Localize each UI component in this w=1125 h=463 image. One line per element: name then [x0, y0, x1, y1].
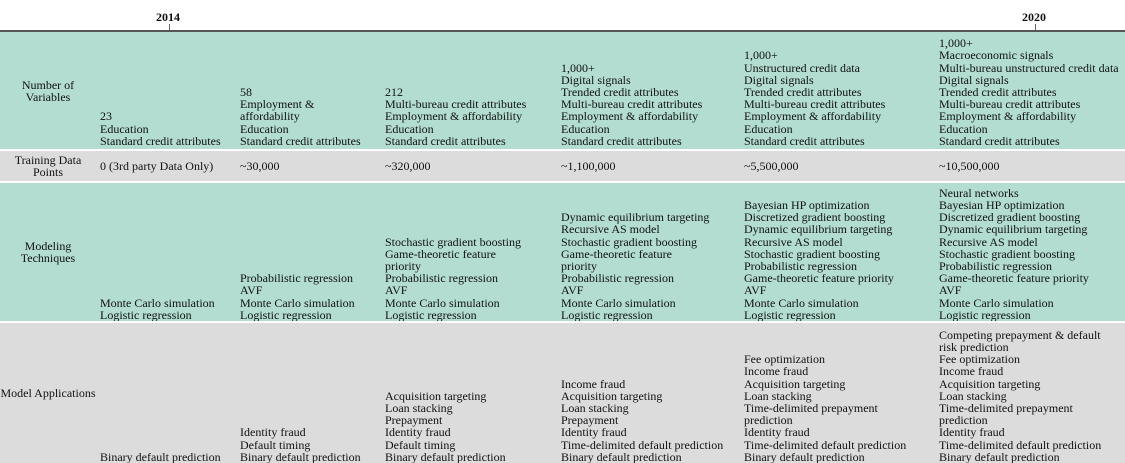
- training-cell: ~10,500,000: [939, 158, 1000, 173]
- cell-line: Education: [240, 121, 289, 136]
- cell-line: Monte Carlo simulation: [100, 295, 215, 310]
- training-cell: ~30,000: [240, 158, 280, 173]
- cell-line: 23: [100, 109, 112, 124]
- cell-line: Multi-bureau credit attributes: [385, 97, 527, 112]
- techniques-cell: [561, 183, 741, 321]
- row-label-variables: Number of Variables: [21, 77, 75, 104]
- cell-line: Acquisition targeting: [561, 388, 663, 403]
- cell-line: Recursive AS model: [561, 222, 660, 237]
- training-cell: ~1,100,000: [561, 158, 616, 173]
- cell-line: Stochastic gradient boosting: [561, 234, 697, 249]
- cell-line: Multi-bureau credit attributes: [561, 97, 703, 112]
- cell-line: Bayesian HP optimization: [744, 197, 870, 212]
- cell-line: Probabilistic regression: [385, 271, 498, 286]
- cell-line: Identity fraud: [240, 425, 306, 440]
- cell-line: Identity fraud: [744, 425, 810, 440]
- cell-line: 212: [385, 84, 403, 99]
- cell-line: Monte Carlo simulation: [561, 295, 676, 310]
- cell-line: Loan stacking: [561, 400, 629, 415]
- applications-cell: [385, 323, 559, 463]
- training-cell: ~5,500,000: [744, 158, 799, 173]
- cell-line: 1,000+: [939, 36, 973, 51]
- cell-line: Time-delimited default prediction: [561, 437, 724, 452]
- cell-line: 1,000+: [561, 60, 595, 75]
- cell-line: Probabilistic regression: [240, 271, 353, 286]
- cell-line: Standard credit attributes: [939, 133, 1060, 147]
- applications-cell: [240, 323, 382, 463]
- cell-line: Standard credit attributes: [240, 133, 361, 147]
- cell-line: Bayesian HP optimization: [939, 197, 1065, 212]
- cell-line: Stochastic gradient boosting: [744, 246, 880, 261]
- cell-line: Discretized gradient boosting: [939, 210, 1081, 225]
- cell-line: Employment & affordability: [561, 109, 699, 124]
- cell-line: 1,000+: [744, 48, 778, 63]
- applications-cell: [744, 323, 936, 463]
- cell-line: Stochastic gradient boosting: [939, 246, 1075, 261]
- cell-line: Unstructured credit data: [744, 60, 860, 75]
- cell-line: Monte Carlo simulation: [744, 295, 859, 310]
- cell-line: Acquisition targeting: [744, 376, 846, 391]
- cell-line: Income fraud: [939, 364, 1004, 379]
- cell-line: Probabilistic regression: [561, 271, 674, 286]
- cell-line: Binary default prediction: [939, 449, 1060, 463]
- applications-cell: [561, 323, 741, 463]
- cell-line: Identity fraud: [561, 425, 627, 440]
- cell-line: Acquisition targeting: [939, 376, 1041, 391]
- cell-line: Discretized gradient boosting: [744, 210, 886, 225]
- cell-line: Time-delimited prepayment: [744, 400, 878, 415]
- cell-line: Dynamic equilibrium targeting: [939, 222, 1088, 237]
- cell-line: Dynamic equilibrium targeting: [744, 222, 893, 237]
- variables-cell: [240, 32, 382, 147]
- cell-line: AVF: [939, 283, 962, 298]
- applications-cell: [100, 323, 238, 463]
- cell-line: Employment & affordability: [385, 109, 523, 124]
- cell-line: Multi-bureau credit attributes: [939, 97, 1081, 112]
- end-year-label: 2020: [1022, 10, 1046, 24]
- cell-line: Default timing: [385, 437, 456, 452]
- variables-cell: [561, 32, 741, 147]
- cell-line: Digital signals: [561, 72, 631, 87]
- cell-line: Standard credit attributes: [385, 133, 506, 147]
- techniques-cell: [240, 183, 382, 321]
- row-label-applications: Model Applications: [0, 386, 96, 400]
- cell-line: Identity fraud: [939, 425, 1005, 440]
- cell-line: Competing prepayment & default: [939, 327, 1101, 342]
- training-cell: ~320,000: [385, 158, 431, 173]
- cell-line: Binary default prediction: [744, 449, 865, 463]
- cell-line: Logistic regression: [385, 307, 477, 321]
- cell-line: Loan stacking: [385, 400, 453, 415]
- cell-line: Acquisition targeting: [385, 388, 487, 403]
- cell-line: affordability: [240, 109, 300, 124]
- cell-line: Binary default prediction: [385, 449, 506, 463]
- cell-line: Logistic regression: [100, 307, 192, 321]
- cell-line: Multi-bureau unstructured credit data: [939, 60, 1119, 75]
- cell-line: Monte Carlo simulation: [240, 295, 355, 310]
- cell-line: Education: [561, 121, 610, 136]
- cell-line: 58: [240, 84, 252, 99]
- start-year-label: 2014: [156, 10, 180, 24]
- cell-line: Standard credit attributes: [561, 133, 682, 147]
- cell-line: Time-delimited prepayment: [939, 400, 1073, 415]
- applications-cell: [939, 323, 1125, 463]
- variables-cell: [385, 32, 559, 147]
- cell-line: AVF: [561, 283, 584, 298]
- techniques-cell: [385, 183, 559, 321]
- techniques-cell: [100, 183, 238, 321]
- cell-line: Income fraud: [744, 364, 809, 379]
- cell-line: Fee optimization: [939, 352, 1020, 367]
- cell-line: Prepayment: [385, 413, 443, 428]
- techniques-cell: [744, 183, 936, 321]
- cell-line: Binary default prediction: [100, 449, 221, 463]
- cell-line: Prepayment: [561, 413, 619, 428]
- cell-line: Neural networks: [939, 185, 1019, 200]
- cell-line: Loan stacking: [939, 388, 1007, 403]
- cell-line: Digital signals: [939, 72, 1009, 87]
- cell-line: Binary default prediction: [240, 449, 361, 463]
- cell-line: Recursive AS model: [744, 234, 843, 249]
- variables-cell: [100, 32, 238, 147]
- cell-line: AVF: [240, 283, 263, 298]
- cell-line: Education: [100, 121, 149, 136]
- cell-line: priority: [385, 258, 421, 273]
- cell-line: Monte Carlo simulation: [385, 295, 500, 310]
- cell-line: Default timing: [240, 437, 311, 452]
- variables-cell: [744, 32, 936, 147]
- cell-line: Time-delimited default prediction: [744, 437, 907, 452]
- cell-line: risk prediction: [939, 339, 1009, 354]
- cell-line: Multi-bureau credit attributes: [744, 97, 886, 112]
- cell-line: Recursive AS model: [939, 234, 1038, 249]
- cell-line: Education: [744, 121, 793, 136]
- cell-line: Education: [939, 121, 988, 136]
- training-cell: 0 (3rd party Data Only): [100, 158, 214, 173]
- cell-line: Trended credit attributes: [939, 84, 1057, 99]
- cell-line: Employment & affordability: [939, 109, 1077, 124]
- cell-line: Stochastic gradient boosting: [385, 234, 521, 249]
- cell-line: Identity fraud: [385, 425, 451, 440]
- cell-line: Time-delimited default prediction: [939, 437, 1102, 452]
- cell-line: AVF: [744, 283, 767, 298]
- cell-line: Income fraud: [561, 376, 626, 391]
- cell-line: Logistic regression: [240, 307, 332, 321]
- cell-line: Standard credit attributes: [100, 133, 221, 147]
- cell-line: Fee optimization: [744, 352, 825, 367]
- cell-line: priority: [561, 258, 597, 273]
- cell-line: Logistic regression: [939, 307, 1031, 321]
- cell-line: Standard credit attributes: [744, 133, 865, 147]
- cell-line: Logistic regression: [744, 307, 836, 321]
- row-label-training: Training Data Points: [14, 153, 82, 179]
- cell-line: Probabilistic regression: [939, 258, 1052, 273]
- cell-line: Game-theoretic feature: [561, 246, 672, 261]
- cell-line: prediction: [939, 413, 988, 428]
- cell-line: Digital signals: [744, 72, 814, 87]
- cell-line: Trended credit attributes: [744, 84, 862, 99]
- variables-cell: [939, 32, 1125, 147]
- cell-line: Game-theoretic feature priority: [939, 271, 1089, 286]
- cell-line: Logistic regression: [561, 307, 653, 321]
- cell-line: Binary default prediction: [561, 449, 682, 463]
- cell-line: Probabilistic regression: [744, 258, 857, 273]
- cell-line: Game-theoretic feature priority: [744, 271, 894, 286]
- techniques-cell: [939, 183, 1125, 321]
- row-label-techniques: Modeling Techniques: [20, 239, 76, 265]
- cell-line: Macroeconomic signals: [939, 48, 1054, 63]
- cell-line: Game-theoretic feature: [385, 246, 496, 261]
- cell-line: Loan stacking: [744, 388, 812, 403]
- cell-line: Monte Carlo simulation: [939, 295, 1054, 310]
- cell-line: Trended credit attributes: [561, 84, 679, 99]
- cell-line: Employment & affordability: [744, 109, 882, 124]
- cell-line: prediction: [744, 413, 793, 428]
- cell-line: Education: [385, 121, 434, 136]
- cell-line: AVF: [385, 283, 408, 298]
- cell-line: Employment &: [240, 97, 315, 112]
- cell-line: Dynamic equilibrium targeting: [561, 210, 710, 225]
